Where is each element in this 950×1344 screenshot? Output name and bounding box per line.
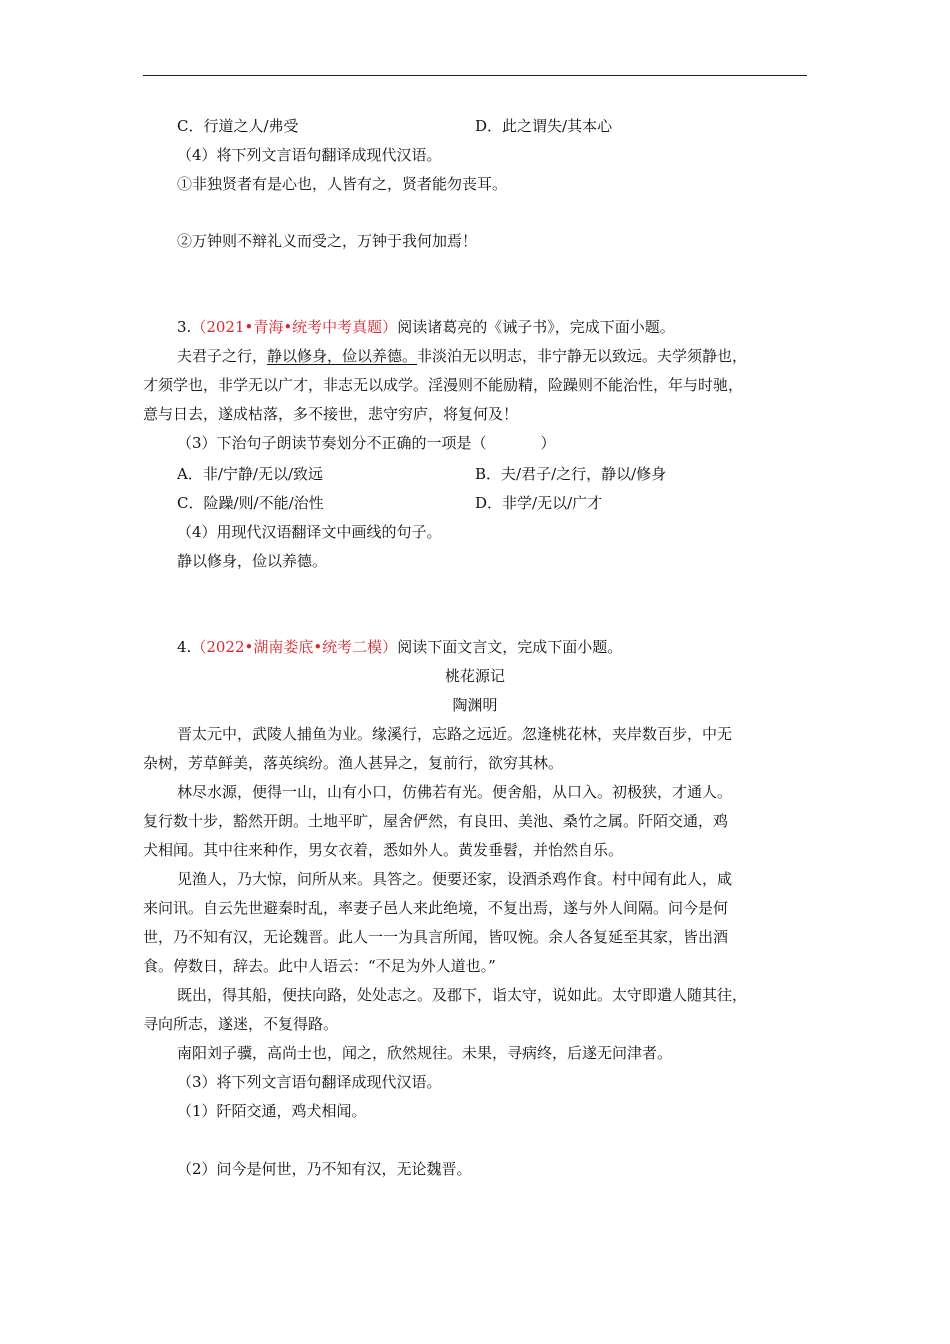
q3-intro: 阅读诸葛亮的《诫子书》，完成下面小题。 [397, 318, 675, 336]
q3-rhythm-prompt: （3）下治句子朗读节奏划分不正确的一项是（ [177, 434, 487, 452]
passage-line: 寻向所志，遂迷，不复得路。 [143, 1015, 339, 1033]
passage-line: 见渔人，乃大惊，问所从来。具答之。便要还家，设酒杀鸡作食。村中闻有此人，咸 [177, 870, 733, 888]
q3-source: （2021•青海•统考中考真题） [191, 318, 398, 336]
q2-option-c[interactable]: C．行道之人/弗受 [177, 117, 299, 135]
q3-translate-prompt: （4）用现代汉语翻译文中画线的句子。 [177, 523, 442, 541]
q3-passage-line-2: 才须学也，非学无以广才，非志无以成学。淫漫则不能励精，险躁则不能治性，年与时驰， [143, 376, 744, 394]
passage-line: 犬相闻。其中往来种作，男女衣着，悉如外人。黄发垂髫，并怡然自乐。 [143, 841, 624, 859]
q3-underlined-sentence: 静以修身，俭以养德。 [267, 347, 418, 365]
passage-line: 世，乃不知有汉，无论魏晋。此人一一为具言所闻，皆叹惋。余人各复延至其家，皆出酒 [143, 928, 729, 946]
q3-rhythm-question [177, 433, 556, 453]
q3-passage-line-3: 意与日去，遂成枯落，多不接世，悲守穷庐，将复何及！ [143, 405, 519, 423]
q2-sentence-1: ①非独贤者有是心也，人皆有之，贤者能勿丧耳。 [177, 175, 508, 193]
q3-option-d[interactable]: D．非学/无以/广才 [475, 494, 603, 512]
q4-source: （2022•湖南娄底•统考二模） [191, 638, 398, 656]
header-rule [143, 75, 807, 76]
q4-header [177, 637, 622, 657]
q4-sentence-2: （2）问今是何世，乃不知有汉，无论魏晋。 [177, 1160, 472, 1178]
q3-passage-text: 非淡泊无以明志，非宁静无以致远。夫学须静也， [417, 347, 748, 365]
q3-option-c[interactable]: C．险躁/则/不能/治性 [177, 494, 324, 512]
q3-passage-text: 夫君子之行， [177, 347, 268, 365]
q3-option-b[interactable]: B．夫/君子/之行，静以/修身 [475, 465, 667, 483]
passage-line: 食。停数日，辞去。此中人语云：“不足为外人道也。” [143, 957, 496, 975]
q3-passage-line-1 [177, 346, 747, 366]
q4-number: 4. [177, 638, 192, 656]
q3-translate-sentence: 静以修身，俭以养德。 [177, 552, 328, 570]
passage-line: 杂树，芳草鲜美，落英缤纷。渔人甚异之，复前行，欲穷其林。 [143, 754, 564, 772]
passage-line: 南阳刘子骥，高尚士也，闻之，欣然规往。未果，寻病终，后遂无问津者。 [177, 1044, 673, 1062]
q3-rhythm-prompt-close: ） [540, 434, 556, 452]
passage-line: 来问讯。自云先世避秦时乱，率妻子邑人来此绝境，不复出焉，遂与外人间隔。问今是何 [143, 899, 729, 917]
passage-title: 桃花源记 [444, 667, 505, 685]
passage-author: 陶渊明 [452, 696, 498, 714]
q2-sentence-2: ②万钟则不辩礼义而受之，万钟于我何加焉！ [177, 232, 478, 250]
q4-sentence-1: （1）阡陌交通，鸡犬相闻。 [177, 1102, 367, 1120]
q2-option-d[interactable]: D．此之谓失/其本心 [475, 117, 613, 135]
q3-number: 3. [177, 318, 192, 336]
passage-line: 林尽水源，便得一山，山有小口，仿佛若有光。便舍船，从口入。初极狭，才通人。 [177, 783, 733, 801]
q3-option-a[interactable]: A．非/宁静/无以/致远 [177, 465, 323, 483]
q4-translate-prompt: （3）将下列文言语句翻译成现代汉语。 [177, 1073, 442, 1091]
q4-intro: 阅读下面文言文，完成下面小题。 [397, 638, 623, 656]
passage-line: 复行数十步，豁然开朗。土地平旷，屋舍俨然，有良田、美池、桑竹之属。阡陌交通，鸡 [143, 812, 729, 830]
q3-header [177, 317, 675, 337]
passage-line: 既出，得其船，便扶向路，处处志之。及郡下，诣太守，说如此。太守即遣人随其往， [177, 986, 748, 1004]
passage-line: 晋太元中，武陵人捕鱼为业。缘溪行，忘路之远近。忽逢桃花林，夹岸数百步，中无 [177, 725, 733, 743]
q2-translate-prompt: （4）将下列文言语句翻译成现代汉语。 [177, 146, 442, 164]
